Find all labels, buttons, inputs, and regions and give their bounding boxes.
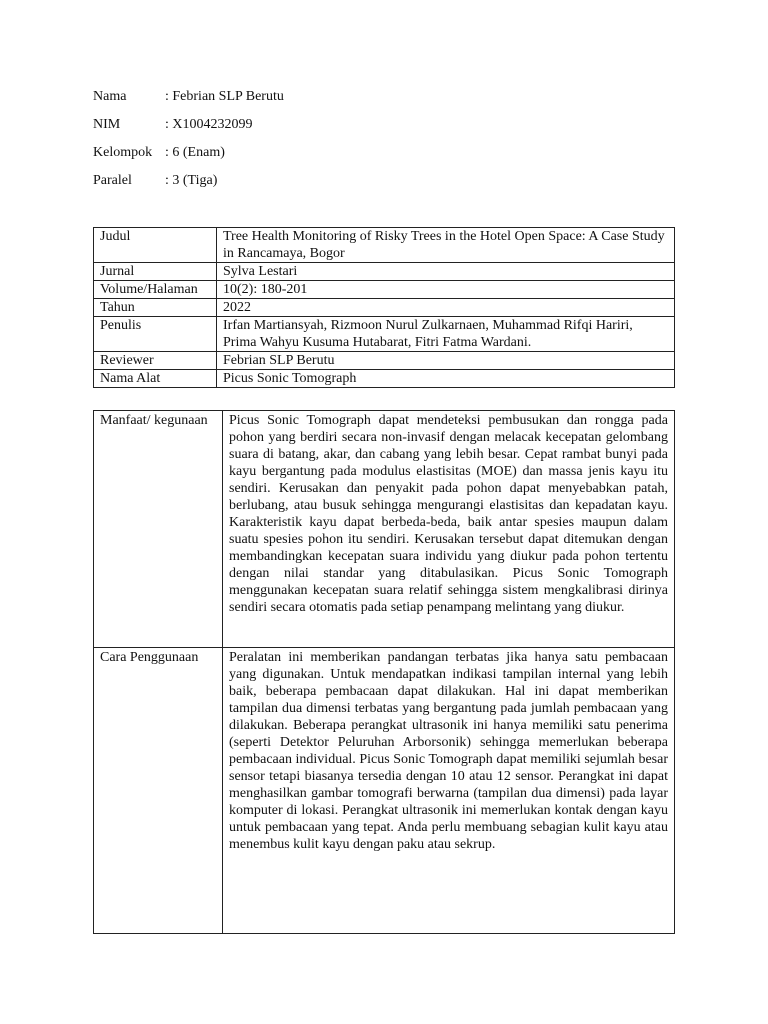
table-row [94, 263, 675, 281]
title-key: Judul [94, 228, 217, 263]
tool-description-table [93, 410, 675, 934]
authors-value: Irfan Martiansyah, Rizmoon Nurul Zulkarnaen, Muhammad Rifqi Hariri, Prima Wahyu Kusuma Hutabarat, Fitri Fatma Wardani. [217, 317, 675, 352]
journal-value: Sylva Lestari [217, 263, 675, 281]
name-row [93, 86, 284, 114]
tool-key: Nama Alat [94, 370, 217, 388]
table-row [94, 411, 675, 648]
volume-key: Volume/Halaman [94, 281, 217, 299]
identity-block [93, 86, 284, 198]
table-row [94, 281, 675, 299]
year-value: 2022 [217, 299, 675, 317]
group-value: : 6 (Enam) [165, 145, 225, 160]
reviewer-value: Febrian SLP Berutu [217, 352, 675, 370]
table-row [94, 317, 675, 352]
nim-label: NIM [93, 117, 121, 132]
name-label: Nama [93, 89, 127, 104]
table-row [94, 370, 675, 388]
table-row [94, 648, 675, 934]
benefit-key: Manfaat/ kegunaan [94, 411, 223, 648]
parallel-value: : 3 (Tiga) [165, 173, 218, 188]
table-row [94, 228, 675, 263]
nim-row [93, 114, 284, 142]
table-row [94, 352, 675, 370]
group-label: Kelompok [93, 145, 153, 160]
volume-value: 10(2): 180-201 [217, 281, 675, 299]
group-row [93, 142, 284, 170]
name-value: : Febrian SLP Berutu [165, 89, 284, 104]
year-key: Tahun [94, 299, 217, 317]
journal-info-table [93, 227, 675, 388]
authors-key: Penulis [94, 317, 217, 352]
parallel-row [93, 170, 284, 198]
nim-value: : X1004232099 [165, 117, 253, 132]
tool-value: Picus Sonic Tomograph [217, 370, 675, 388]
benefit-value: Picus Sonic Tomograph dapat mendeteksi pembusukan dan rongga pada pohon yang berdiri secara non-invasif dengan melacak kecepatan gelombang suara di batang, akar, dan cabang yang lebih besar. Cepat rambat bunyi pada kayu bergantung pada modulus elastisitas (MOE) dan massa jenis kayu itu sendiri. Kerusakan dan penyakit pada pohon dapat menyebabkan patah, berlubang, atau busuk sehingga mengurangi elastisitas dan kepadatan kayu. Karakteristik kayu dapat berbeda-beda, baik antar spesies maupun dalam suatu spesies pohon itu sendiri. Kerusakan tersebut dapat ditemukan dengan membandingkan kecepatan suara individu yang diukur pada pohon tertentu dengan nilai standar yang ditabulasikan. Picus Sonic Tomograph menggunakan kecepatan suara relatif sehingga sistem mengkalibrasi dirinya sendiri secara otomatis pada setiap penampang melintang yang diukur. [223, 411, 675, 648]
usage-value: Peralatan ini memberikan pandangan terbatas jika hanya satu pembacaan yang digunakan. Untuk mendapatkan indikasi tampilan internal yang lebih baik, beberapa pembacaan dapat dilakukan. Hal ini dapat memberikan tampilan dua dimensi terbatas yang bergantung pada jumlah pembacaan yang dilakukan. Beberapa perangkat ultrasonik ini hanya memiliki satu penerima (seperti Detektor Peluruhan Arborsonik) sehingga memerlukan beberapa pembacaan individual. Picus Sonic Tomograph dapat memiliki sejumlah besar sensor tetapi biasanya tersedia dengan 10 atau 12 sensor. Perangkat ini dapat menghasilkan gambar tomografi berwarna (tampilan dua dimensi) pada layar komputer di lokasi. Perangkat ultrasonik ini memerlukan kontak dengan kayu untuk pembacaan yang tepat. Anda perlu membuang sebagian kulit kayu atau menembus kulit kayu dengan paku atau sekrup. [223, 648, 675, 934]
title-value: Tree Health Monitoring of Risky Trees in the Hotel Open Space: A Case Study in Rancamaya, Bogor [217, 228, 675, 263]
parallel-label: Paralel [93, 173, 132, 188]
reviewer-key: Reviewer [94, 352, 217, 370]
journal-key: Jurnal [94, 263, 217, 281]
table-row [94, 299, 675, 317]
usage-key: Cara Penggunaan [94, 648, 223, 934]
